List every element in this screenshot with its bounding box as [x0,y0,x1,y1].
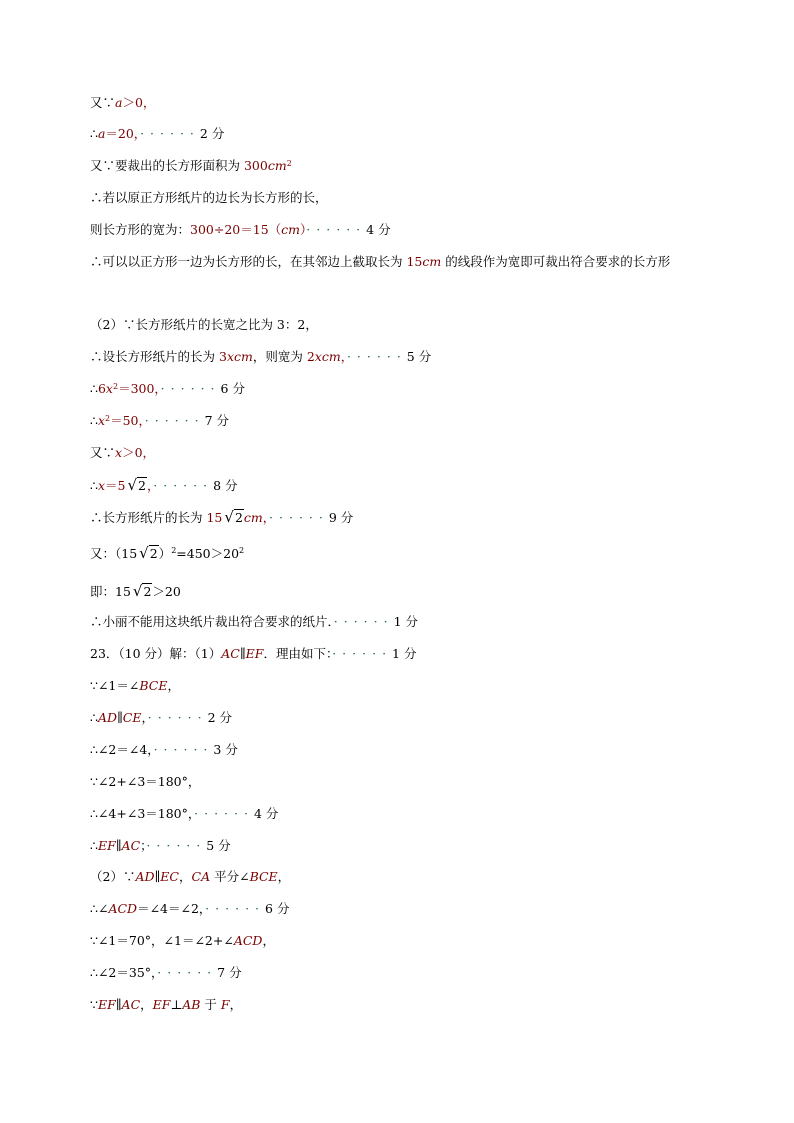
text-segment: ．理由如下： [263,646,333,661]
text-segment: AC [121,997,141,1012]
text-segment: ∥ [117,710,123,725]
text-segment: ∴∠4+∠3＝180°， [90,806,195,821]
text-segment: ∥ [115,997,122,1012]
text-segment: a [97,126,106,141]
text-segment: ∴ [90,710,98,725]
square-root: √2 [132,582,152,600]
score-mark: 6 分 [265,901,290,916]
text-segment: 2 [239,546,245,555]
text-segment: AC [221,646,240,661]
score-mark: 5 分 [406,349,432,364]
leader-dots: ······ [144,413,205,428]
score-mark: 2 分 [199,126,225,141]
solution-line [90,614,418,630]
score-mark: 1 分 [393,614,419,629]
text-segment: EF [97,838,116,853]
score-mark: 6 分 [220,381,245,396]
text-segment: （2）∵长方形纸片的长宽之比为 3：2， [90,317,318,332]
text-segment: EC [160,869,179,884]
solution-line [90,158,292,174]
solution-line [90,413,229,429]
text-segment: 则长方形的宽为： [90,222,191,237]
text-segment: AD [97,710,118,725]
text-segment: 2 [306,349,315,364]
text-segment: cm [267,158,287,173]
solution-line [90,583,181,600]
text-segment: ACD [108,901,138,916]
text-segment: ACD [233,933,263,948]
text-segment: ∴小丽不能用这块纸片裁出符合要求的纸片． [90,614,334,629]
text-segment: a [115,95,123,110]
leader-dots: ······ [346,349,407,364]
text-segment: 3 [218,349,227,364]
square-root: √2 [224,508,243,526]
leader-dots: ······ [332,646,393,661]
solution-line [90,774,200,790]
text-segment: ∥ [115,838,122,853]
text-segment: （2）∵ [90,869,136,884]
text-segment: ， [146,478,154,493]
text-segment: ， [262,933,275,948]
text-segment: AD [135,869,155,884]
text-segment: ） [300,222,307,237]
text-segment: EF [97,997,116,1012]
leader-dots: ······ [153,478,214,493]
text-segment: 6 [97,381,106,396]
text-segment: ， [277,869,291,884]
solution-line [90,445,155,461]
leader-dots: ······ [194,806,254,821]
text-segment: x [97,413,106,428]
solution-line [90,381,245,397]
leader-dots: ······ [146,838,207,853]
solution-line [90,254,670,270]
text-segment: ∴可以以正方形一边为长方形的长，在其邻边上截取长为 [90,254,407,269]
text-segment: ＞0， [122,445,156,460]
text-segment: F [220,997,230,1012]
text-segment: ∴ [90,478,98,493]
text-segment: 又∵ [90,95,116,110]
text-segment: ， [140,997,153,1012]
text-segment: ∴∠ [90,901,109,916]
text-segment: ， [179,869,192,884]
text-segment: 300÷20＝15（ [190,222,282,237]
leader-dots: ······ [153,742,214,757]
text-segment: ＞0， [122,95,156,110]
leader-dots: ······ [140,126,200,141]
score-mark: 1 分 [392,646,417,661]
text-segment: x [97,478,106,493]
solution-line [90,545,244,562]
text-segment: AC [121,838,141,853]
solution-line [90,901,289,917]
solution-line [90,838,231,854]
text-segment: ∵∠1＝70°，∠1＝∠2+∠ [90,933,234,948]
text-segment: ， [167,678,180,693]
score-mark: 7 分 [217,965,242,980]
score-mark: 3 分 [213,742,238,757]
text-segment: ， [262,510,270,525]
leader-dots: ······ [269,510,329,525]
text-segment: ∥ [239,646,246,661]
score-mark: 7 分 [204,413,230,428]
solution-line [90,933,275,949]
text-segment: cm [243,510,263,525]
square-root: √2 [139,544,158,562]
score-mark: 2 分 [207,710,233,725]
square-root: √2 [127,476,146,494]
text-segment: 2 [112,382,119,391]
text-segment: ∵∠1＝∠ [90,678,140,693]
text-segment: 15 [406,254,423,269]
text-segment: 2 [171,546,177,555]
text-segment: CA [191,869,211,884]
solution-line [90,349,431,365]
text-segment: ， [229,997,243,1012]
text-segment: ∴设长方形纸片的长为 [90,349,219,364]
text-segment: ＝20， [105,126,141,141]
text-segment: x [105,381,113,396]
text-segment: xcm [226,349,253,364]
leader-dots: ······ [147,710,208,725]
leader-dots: ······ [205,901,266,916]
text-segment: BCE [249,869,278,884]
text-segment: ∴∠2＝∠4， [90,742,154,757]
solution-line [90,317,318,333]
text-segment: ∴ [90,413,98,428]
text-segment: cm [422,254,442,269]
text-segment: ＝50， [110,413,145,428]
solution-line [90,742,238,758]
text-segment: 又∵要裁出的长方形面积为 [90,158,244,173]
text-segment: BCE [139,678,168,693]
leader-dots: ······ [160,381,221,396]
text-segment: 平分∠ [210,869,250,884]
solution-line [90,646,416,662]
text-segment: ∵∠2+∠3＝180°， [90,774,201,789]
solution-line [90,997,242,1013]
text-segment: xcm [314,349,341,364]
text-segment: ） [158,546,172,561]
text-segment: =450＞20 [176,546,240,561]
score-mark: 8 分 [213,478,238,493]
solution-line [90,806,278,822]
solution-line [90,222,391,238]
text-segment: 15 [206,510,223,525]
solution-line [90,509,353,526]
text-segment: ∴若以原正方形纸片的边长为长方形的长， [90,190,328,205]
text-segment: 300 [243,158,268,173]
score-mark: 9 分 [328,510,354,525]
text-segment: 2 [286,159,292,168]
text-segment: 的线段作为宽即可裁出符合要求的长方形 [441,254,671,269]
text-segment: ； [140,838,147,853]
text-segment: 于 [200,997,221,1012]
text-segment: ∴ [90,126,98,141]
text-segment: 23．（10 分）解：（1） [90,646,222,661]
solution-line [90,126,224,142]
text-segment: ，则宽为 [252,349,307,364]
text-segment: ＝∠4＝∠2， [137,901,206,916]
text-segment: x [115,445,123,460]
text-segment: ＝5 [105,478,126,493]
text-segment: ∥ [154,869,161,884]
text-segment: ∵ [90,997,98,1012]
text-segment: 又∵ [90,445,116,460]
text-segment: ⊥ [170,997,183,1012]
leader-dots: ······ [333,614,394,629]
solution-line [90,95,155,111]
text-segment: ＝300， [118,381,161,396]
score-mark: 4 分 [253,806,279,821]
text-segment: ∴ [90,838,98,853]
solution-line [90,678,180,694]
text-segment: EF [152,997,171,1012]
solution-line [90,190,328,206]
text-segment: CE [122,710,142,725]
text-segment: 2 [105,414,111,423]
text-segment: ∴ [90,381,98,396]
solution-line [90,965,242,981]
solution-line [90,710,232,726]
text-segment: ＞20 [152,584,181,599]
text-segment: cm [281,222,301,237]
score-mark: 4 分 [366,222,391,237]
text-segment: 即：15 [90,584,131,599]
text-segment: ∴长方形纸片的长为 [90,510,207,525]
text-segment: EF [245,646,264,661]
text-segment: AB [182,997,201,1012]
leader-dots: ······ [157,965,218,980]
leader-dots: ······ [306,222,367,237]
text-segment: ∴∠2＝35°， [90,965,158,980]
solution-line [90,477,238,494]
solution-line [90,869,290,885]
text-segment: ， [340,349,347,364]
text-segment: ， [141,710,148,725]
text-segment: 又：（15 [90,546,138,561]
score-mark: 5 分 [206,838,231,853]
